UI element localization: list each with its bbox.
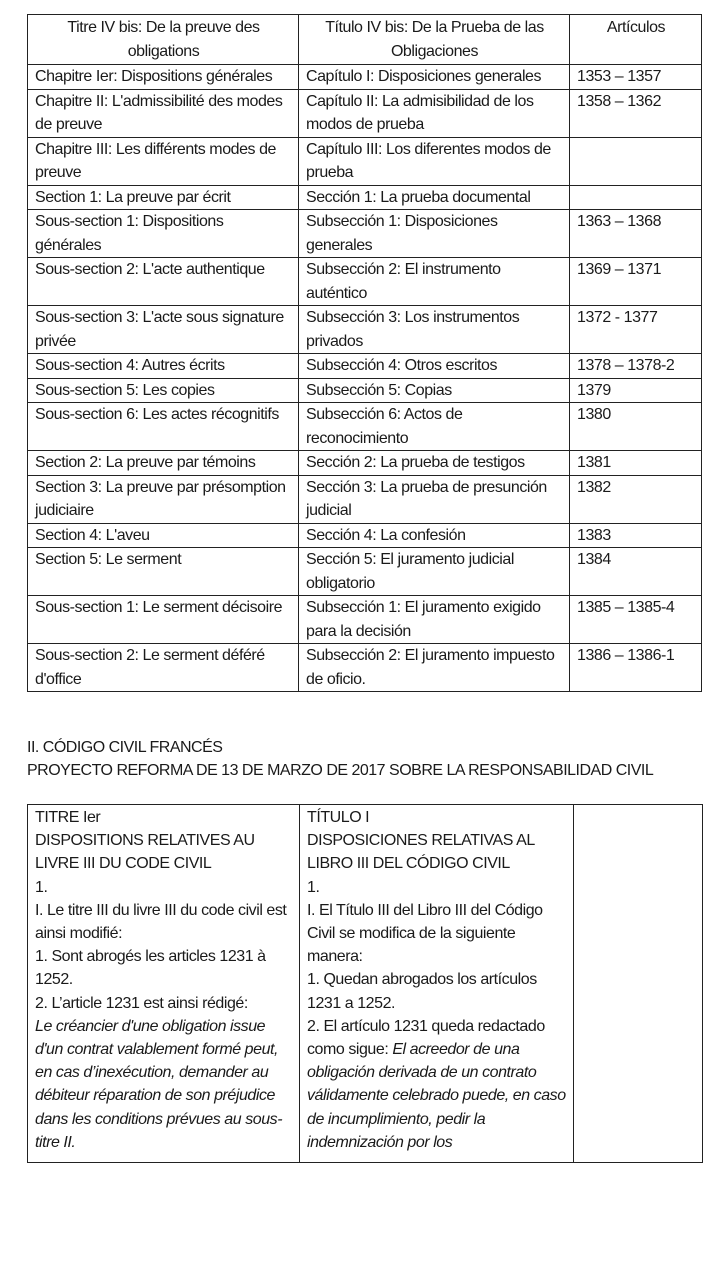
table-row [28,451,702,476]
table-row [28,185,702,210]
french-cell: Chapitre III: Les différents modes de preuve [28,137,299,185]
articles-cell: 1385 – 1385-4 [570,596,702,644]
french-cell: Sous-section 2: Le serment déféré d'office [28,644,299,692]
spanish-cell: Capítulo II: La admisibilidad de los modos de prueba [299,89,570,137]
articles-cell: 1380 [570,403,702,451]
articles-cell: 1363 – 1368 [570,210,702,258]
fr-title: TITRE Ier [35,809,101,826]
spanish-cell: Sección 5: El juramento judicial obligatorio [299,548,570,596]
french-cell: Sous-section 4: Autres écrits [28,354,299,379]
articles-cell: 1382 [570,475,702,523]
french-cell: Chapitre Ier: Dispositions générales [28,65,299,90]
french-cell: Section 2: La preuve par témoins [28,451,299,476]
fr-number: 1. [35,878,48,896]
french-cell: Section 4: L'aveu [28,523,299,548]
spanish-cell: Sección 2: La prueba de testigos [299,451,570,476]
section-heading [27,736,653,782]
articles-cell [570,137,702,185]
header-spanish: Título IV bis: De la Prueba de las Obligaciones [299,15,570,65]
fr-subtitle: DISPOSITIONS RELATIVES AU LIVRE III DU CODE CIVIL [35,832,255,873]
french-cell: Sous-section 5: Les copies [28,378,299,403]
fr-paragraph-2: 1. Sont abrogés les articles 1231 à 1252. [35,948,266,989]
french-cell: Sous-section 1: Dispositions générales [28,210,299,258]
table-row [28,805,703,1163]
spanish-cell: Sección 3: La prueba de presunción judicial [299,475,570,523]
heading-line-1: II. CÓDIGO CIVIL FRANCÉS [27,739,223,756]
table-row [28,65,702,90]
es-title: TÍTULO I [307,809,370,826]
empty-cell [574,805,703,1163]
articles-cell: 1384 [570,548,702,596]
table-row [28,258,702,306]
articles-cell: 1379 [570,378,702,403]
spanish-cell: Subsección 2: El juramento impuesto de oficio. [299,644,570,692]
spanish-cell: Sección 1: La prueba documental [299,185,570,210]
articles-cell: 1383 [570,523,702,548]
spanish-cell: Subsección 3: Los instrumentos privados [299,306,570,354]
french-cell: Section 3: La preuve par présomption judiciaire [28,475,299,523]
header-articles: Artículos [570,15,702,65]
french-text-cell [28,805,300,1163]
table-row [28,354,702,379]
fr-paragraph-1: I. Le titre III du livre III du code civil est ainsi modifié: [35,901,287,943]
table-row [28,475,702,523]
table-row [28,306,702,354]
table-header-row [28,15,702,65]
spanish-cell: Subsección 2: El instrumento auténtico [299,258,570,306]
spanish-cell: Subsección 1: El juramento exigido para la decisión [299,596,570,644]
es-paragraph-3: 2. El artículo 1231 queda redactado como sigue: [307,1017,545,1059]
heading-line-2: PROYECTO REFORMA DE 13 DE MARZO DE 2017 SOBRE LA RESPONSABILIDAD CIVIL [27,762,654,779]
french-cell: Section 1: La preuve par écrit [28,185,299,210]
articles-cell: 1358 – 1362 [570,89,702,137]
spanish-cell: Subsección 6: Actos de reconocimiento [299,403,570,451]
table-row [28,523,702,548]
articles-cell: 1381 [570,451,702,476]
spanish-cell: Capítulo I: Disposiciones generales [299,65,570,90]
spanish-cell: Subsección 5: Copias [299,378,570,403]
table-row [28,548,702,596]
es-paragraph-2: 1. Quedan abrogados los artículos 1231 a 1252. [307,971,537,1012]
french-cell: Sous-section 2: L'acte authentique [28,258,299,306]
french-cell: Chapitre II: L'admissibilité des modes de preuve [28,89,299,137]
es-article-text: El acreedor de una obligación derivada de un contrato válidamente celebrado puede, en caso de incumplimiento, pedir la indemnización por los [307,1041,566,1151]
articles-cell: 1372 - 1377 [570,306,702,354]
table-row [28,403,702,451]
header-french: Titre IV bis: De la preuve des obligations [28,15,299,65]
spanish-cell: Sección 4: La confesión [299,523,570,548]
articles-cell: 1369 – 1371 [570,258,702,306]
articles-table [27,14,702,692]
es-paragraph-1: I. El Título III del Libro III del Código Civil se modifica de la siguiente manera: [307,901,543,966]
spanish-cell: Subsección 4: Otros escritos [299,354,570,379]
spanish-text-cell [300,805,574,1163]
french-cell: Sous-section 6: Les actes récognitifs [28,403,299,451]
articles-cell: 1353 – 1357 [570,65,702,90]
articles-cell [570,185,702,210]
french-cell: Sous-section 3: L'acte sous signature privée [28,306,299,354]
spanish-cell: Capítulo III: Los diferentes modos de prueba [299,137,570,185]
reform-table [27,804,703,1163]
es-subtitle: DISPOSICIONES RELATIVAS AL LIBRO III DEL CÓDIGO CIVIL [307,832,535,873]
fr-paragraph-3: 2. L’article 1231 est ainsi rédigé: [35,994,248,1012]
table-row [28,596,702,644]
table-row [28,210,702,258]
table-row [28,644,702,692]
articles-cell: 1378 – 1378-2 [570,354,702,379]
spanish-cell: Subsección 1: Disposiciones generales [299,210,570,258]
articles-cell: 1386 – 1386-1 [570,644,702,692]
table-row [28,378,702,403]
fr-article-text: Le créancier d'une obligation issue d'un contrat valablement formé peut, en cas d’inexécution, demander au débiteur réparation de son préjudice dans les conditions prévues au sous- titre II. [35,1017,283,1151]
table-row [28,137,702,185]
table-row [28,89,702,137]
es-number: 1. [307,878,320,896]
french-cell: Sous-section 1: Le serment décisoire [28,596,299,644]
french-cell: Section 5: Le serment [28,548,299,596]
